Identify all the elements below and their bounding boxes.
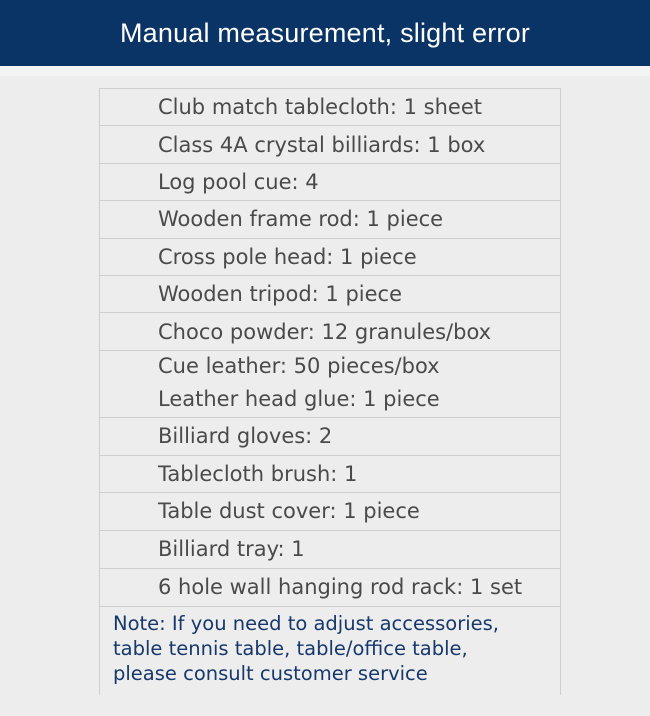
list-item: Cross pole head: 1 piece xyxy=(100,239,560,276)
list-item: Billiard tray: 1 xyxy=(100,531,560,569)
banner-title: Manual measurement, slight error xyxy=(119,17,531,48)
list-item: Wooden tripod: 1 piece xyxy=(100,276,560,313)
header-banner xyxy=(0,0,650,66)
list-item: 6 hole wall hanging rod rack: 1 set xyxy=(100,569,560,607)
list-item: Choco powder: 12 granules/box xyxy=(100,313,560,350)
list-item: Billiard gloves: 2 xyxy=(100,418,560,455)
list-item: Log pool cue: 4 xyxy=(100,164,560,201)
accessory-list xyxy=(99,88,561,695)
list-item: Tablecloth brush: 1 xyxy=(100,456,560,493)
list-item: Cue leather: 50 pieces/box xyxy=(158,353,440,378)
banner-divider xyxy=(0,66,650,76)
note-line-2: table tennis table, table/office table, xyxy=(113,636,468,660)
list-item: Wooden frame rod: 1 piece xyxy=(100,201,560,238)
list-item: Leather head glue: 1 piece xyxy=(100,381,560,418)
list-item: Class 4A crystal billiards: 1 box xyxy=(100,126,560,163)
note-text xyxy=(100,607,560,695)
note-line-1: Note: If you need to adjust accessories, xyxy=(113,611,500,635)
list-item: Table dust cover: 1 piece xyxy=(100,493,560,531)
note-line-3: please consult customer service xyxy=(113,661,428,685)
list-item: Club match tablecloth: 1 sheet xyxy=(100,89,560,126)
